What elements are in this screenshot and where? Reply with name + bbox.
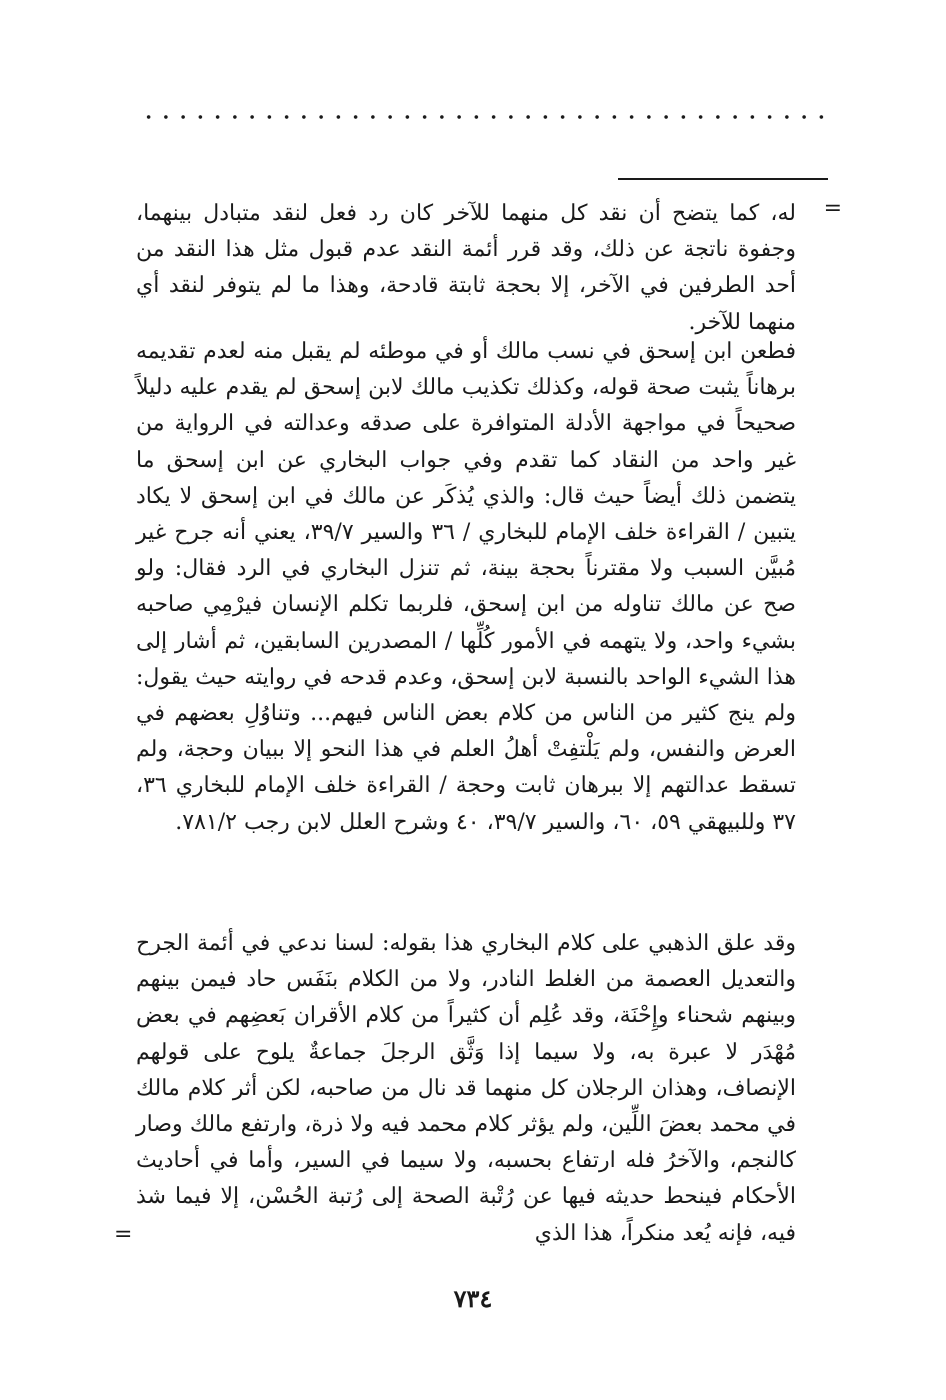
continuation-mark-start: = bbox=[823, 196, 842, 221]
continuation-mark-end: = bbox=[114, 1222, 133, 1247]
footnote-rule bbox=[618, 178, 828, 180]
footnote-paragraph-1: له، كما يتضح أن نقد كل منهما للآخر كان رد فعل لنقد متبادل بينهما، وجفوة ناتجة عن ذلك، وقد قرر أئمة النقد عدم قبول مثل هذا النقد من أحد الطرفين في الآخر، إلا بحجة ثابتة قادحة، وهذا ما لم يتوفر لنقد أي منهما للآخر. bbox=[136, 201, 796, 335]
dotted-separator bbox=[140, 112, 830, 122]
page-number: ٧٣٤ bbox=[453, 1284, 493, 1313]
footnote-paragraph-2: فطعن ابن إسحق في نسب مالك أو في موطئه لم يقبل منه لعدم تقديمه برهاناً يثبت صحة قوله، وكذلك تكذيب مالك لابن إسحق لم يقدم عليه دليلاً صحيحاً في مواجهة الأدلة المتوافرة على صدقه وعدالته في الرواية من غير واحد من النقاد كما تقدم وفي جواب البخاري عن ابن إسحق ما يتضمن ذلك أيضاً حيث قال: والذي يُذكَر عن مالك في ابن إسحق لا يكاد يتبين / القراءة خلف الإمام للبخاري / ٣٦ والسير ٣٩/٧، يعني أنه جرح غير مُبيَّن السبب ولا مقترناً بحجة بينة، ثم تنزل البخاري في الرد فقال: ولو صح عن مالك تناوله من ابن إسحق، فلربما تكلم الإنسان فيرْمِي صاحبه بشيء واحد، ولا يتهمه في الأمور كُلِّها / المصدرين السابقين، ثم أشار إلى هذا الشيء الواحد بالنسبة لابن إسحق، وعدم قدحه في روايته حيث يقول: ولم ينج كثير من الناس من كلام بعض الناس فيهم... وتناوُلِ بعضهم في العرض والنفس، ولم يَلْتفِتْ أهلُ العلم في هذا النحو إلا ببيان وحجة، ولم تسقط عدالتهم إلا ببرهان ثابت وحجة / القراءة خلف الإمام للبخاري ٣٦، ٣٧ وللبيهقي ٥٩، ٦٠، والسير ٣٩/٧، ٤٠ وشرح العلل لابن رجب ٧٨١/٢. bbox=[136, 339, 796, 835]
footnote-paragraph-3: وقد علق الذهبي على كلام البخاري هذا بقوله: لسنا ندعي في أئمة الجرح والتعديل العصمة من الغلط النادر، ولا من الكلام بنَفَس حاد فيمن بينهم وبينهم شحناء وإِحْنَة، وقد عُلِم أن كثيراً من كلام الأقران بَعضِهم في بعض مُهْدَر لا عبرة به، ولا سيما إذا وَثَّق الرجلَ جماعةٌ يلوح على قولهم الإنصاف، وهذان الرجلان كل منهما قد نال من صاحبه، لكن أثر كلام مالك في محمد بعضَ اللِّين، ولم يؤثر كلام محمد فيه ولا ذرة، وارتفع مالك وصار كالنجم، والآخرُ فله ارتفاع بحسبه، ولا سيما في السير، وأما في أحاديث الأحكام فينحط حديثه فيها عن رُتْبة الصحة إلى رُتبة الحُسْن، إلا فيما شذ فيه، فإنه يُعد منكراً، هذا الذي bbox=[136, 931, 796, 1246]
